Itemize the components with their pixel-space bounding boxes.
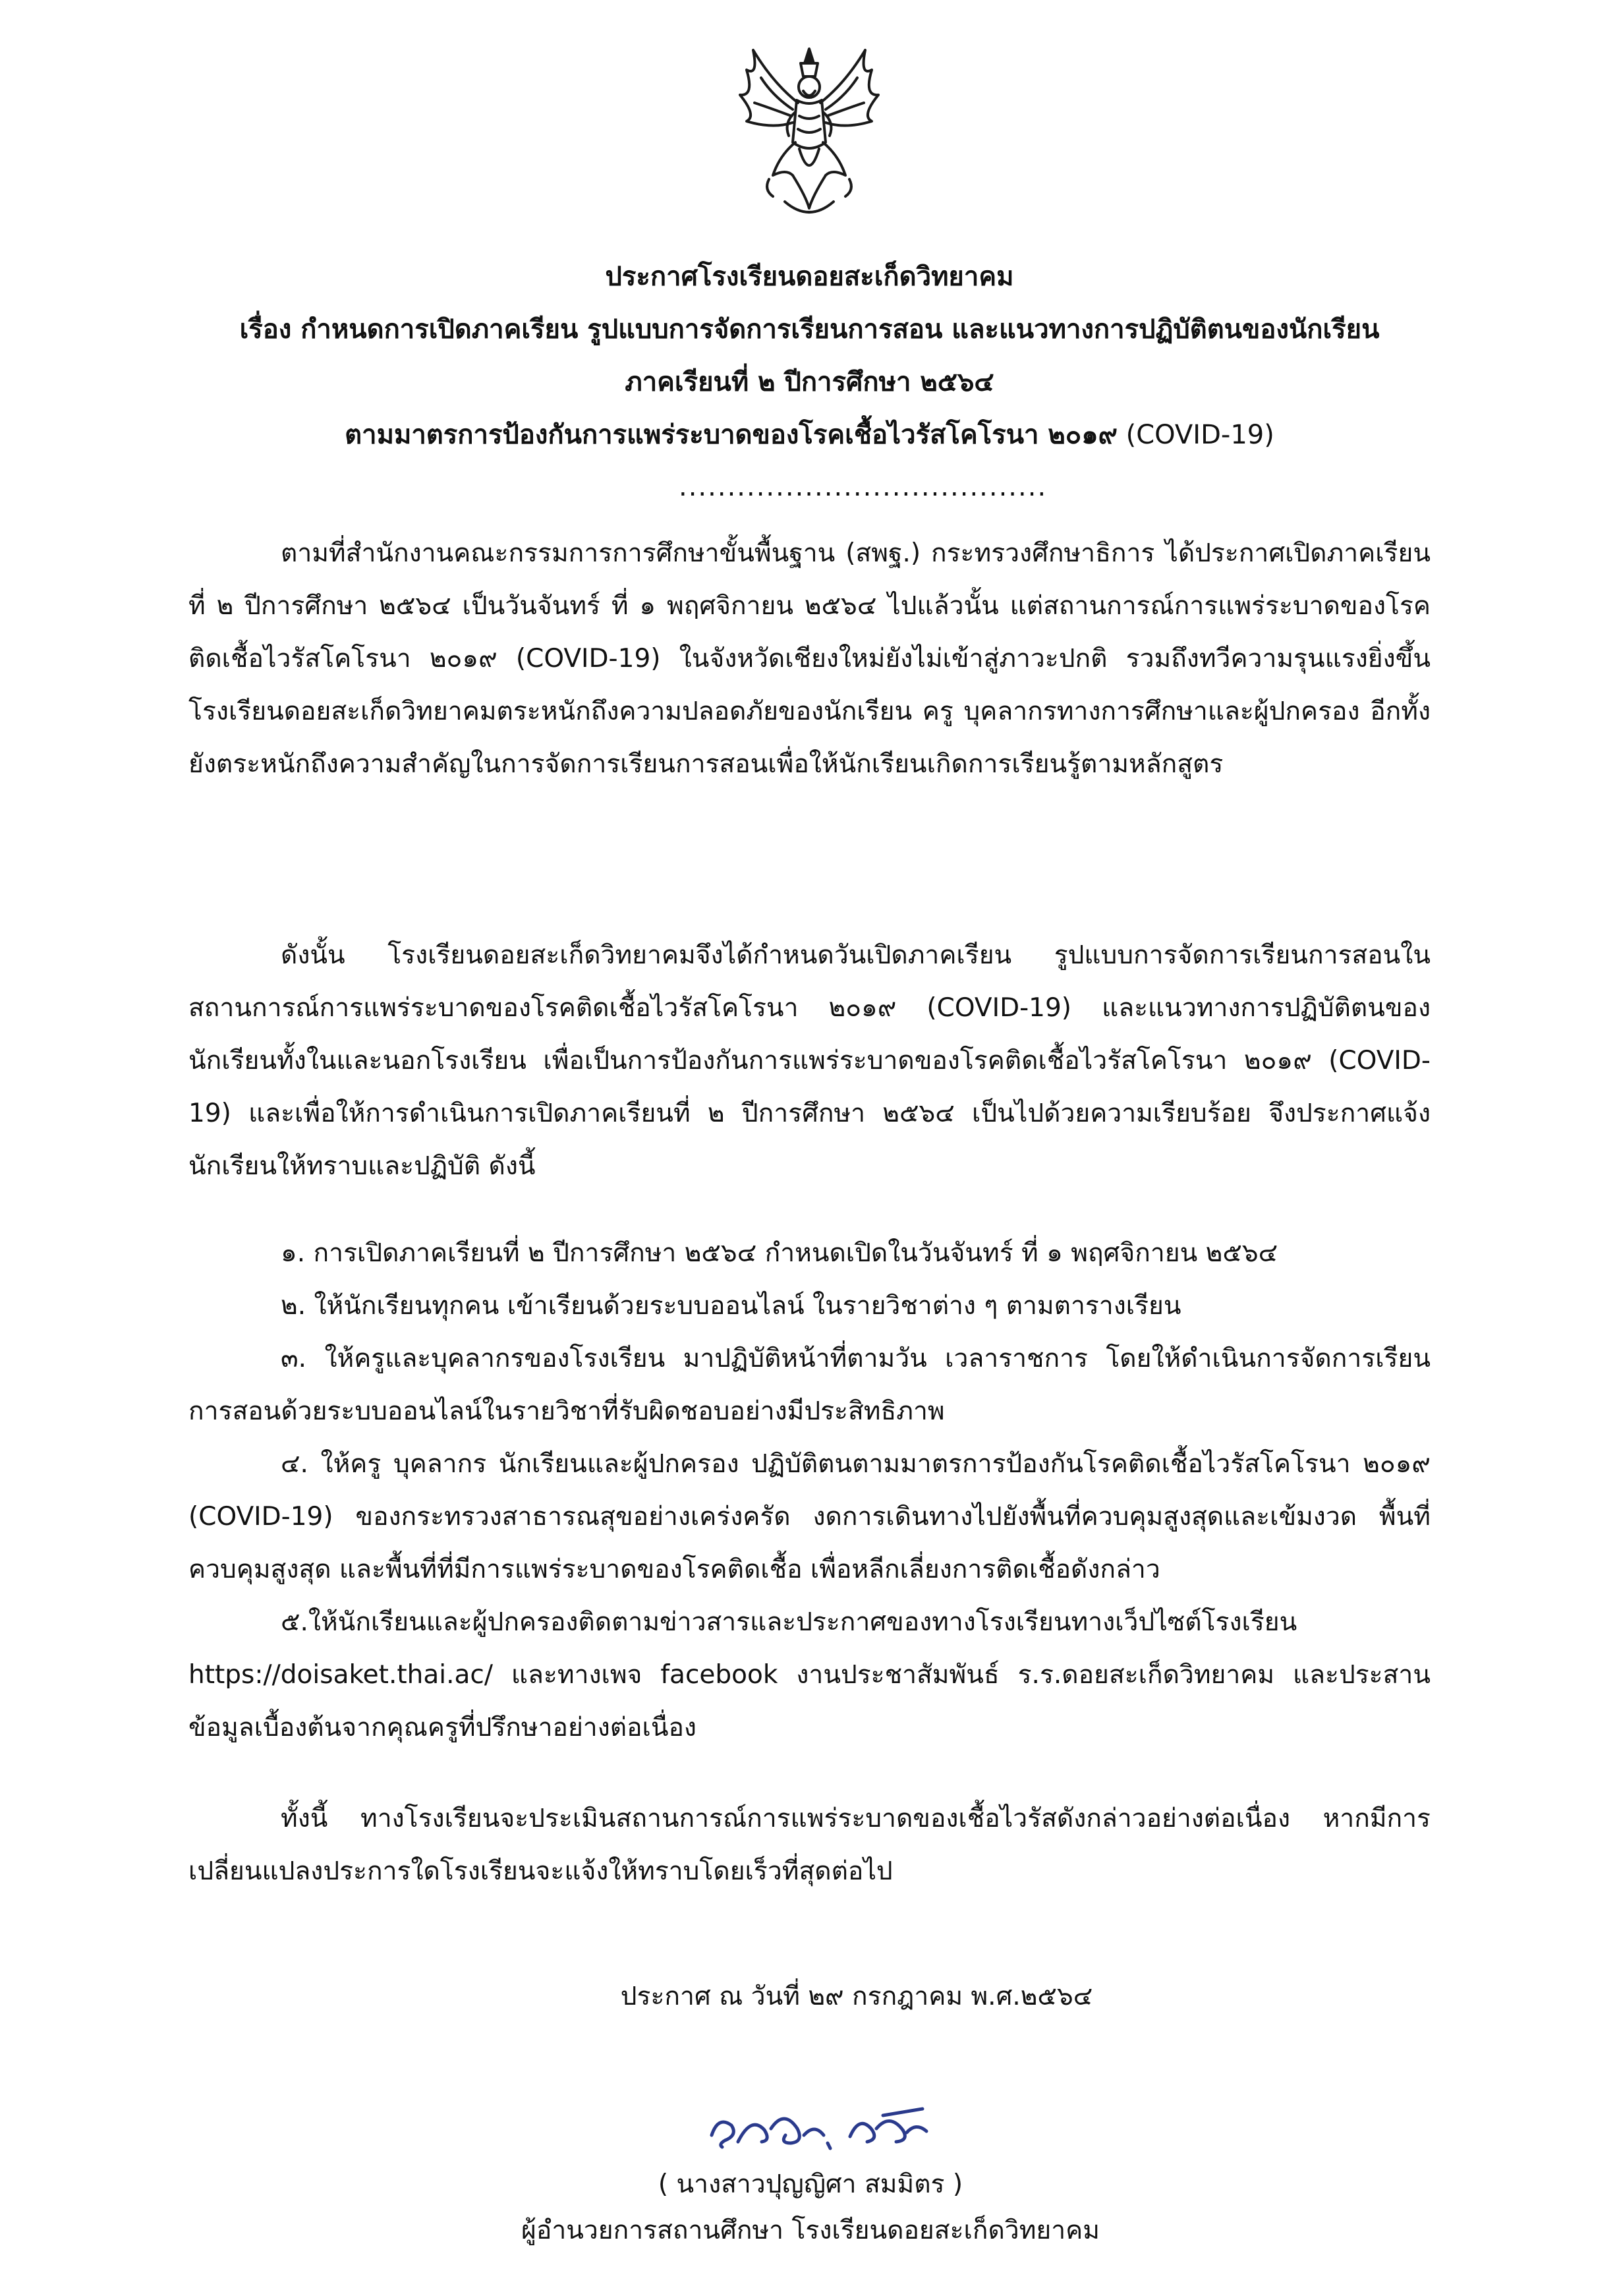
list-item: ๑. การเปิดภาคเรียนที่ ๒ ปีการศึกษา ๒๕๖๔ กำหนดเปิดในวันจันทร์ ที่ ๑ พฤศจิกายน ๒๕๖๔ xyxy=(281,1238,1278,1268)
announcement-title: ประกาศโรงเรียนดอยสะเก็ดวิทยาคม xyxy=(605,262,1014,292)
announcement-term: ภาคเรียนที่ ๒ ปีการศึกษา ๒๕๖๔ xyxy=(625,367,994,397)
therefore-paragraph-block xyxy=(188,929,1431,1193)
announcement-heading xyxy=(105,250,1514,461)
announcement-date: ประกาศ ณ วันที่ ๒๙ กรกฎาคม พ.ศ.๒๕๖๔ xyxy=(620,1982,1093,2011)
list-item: ๓. ให้ครูและบุคลากรของโรงเรียน มาปฏิบัติหน้าที่ตามวัน เวลาราชการ โดยให้ดำเนินการจัดการเรียนการสอนด้วยระบบออนไลน์ในรายวิชาที่รับผิดชอบอย่างมีประสิทธิภาพ xyxy=(188,1344,1431,1426)
intro-paragraph: ตามที่สำนักงานคณะกรรมการการศึกษาขั้นพื้นฐาน (สพฐ.) กระทรวงศึกษาธิการ ได้ประกาศเปิดภาคเรียนที่ ๒ ปีการศึกษา ๒๕๖๔ เป็นวันจันทร์ ที่ ๑ พฤศจิกายน ๒๕๖๔ ไปแล้วนั้น แต่สถานการณ์การแพร่ระบาดของโรคติดเชื้อไวรัสโคโรนา ๒๐๑๙ (COVID-19) ในจังหวัดเชียงใหม่ยังไม่เข้าสู่ภาวะปกติ รวมถึงทวีความรุนแรงยิ่งขึ้น โรงเรียนดอยสะเก็ดวิทยาคมตระหนักถึงความปลอดภัยของนักเรียน ครู บุคลากรทางการศึกษาและผู้ปกครอง อีกทั้งยังตระหนักถึงความสำคัญในการจัดการเรียนการสอนเพื่อให้นักเรียนเกิดการเรียนรู้ตามหลักสูตร xyxy=(188,538,1431,779)
list-item: ๒. ให้นักเรียนทุกคน เข้าเรียนด้วยระบบออนไลน์ ในรายวิชาต่าง ๆ ตามตารางเรียน xyxy=(281,1291,1181,1321)
signatory-title: ผู้อำนวยการสถานศึกษา โรงเรียนดอยสะเก็ดวิทยาคม xyxy=(521,2216,1100,2245)
intro-paragraph-block xyxy=(188,527,1431,791)
announcement-subject: เรื่อง กำหนดการเปิดภาคเรียน รูปแบบการจัดการเรียนการสอน และแนวทางการปฏิบัติตนของนักเรียน xyxy=(239,314,1380,345)
closing-paragraph: ทั้งนี้ ทางโรงเรียนจะประเมินสถานการณ์การแพร่ระบาดของเชื้อไวรัสดังกล่าวอย่างต่อเนื่อง หากมีการเปลี่ยนแปลงประการใดโรงเรียนจะแจ้งให้ทราบโดยเร็วที่สุดต่อไป xyxy=(188,1804,1431,1886)
measure-suffix: (COVID-19) xyxy=(1117,420,1274,450)
list-item: ๕.ให้นักเรียนและผู้ปกครองติดตามข่าวสารและประกาศของทางโรงเรียนทางเว็ปไซต์โรงเรียน https://doisaket.thai.ac/ และทางเพจ facebook งานประชาสัมพันธ์ ร.ร.ดอยสะเก็ดวิทยาคม และประสานข้อมูลเบื้องต้นจากคุณครูที่ปรึกษาอย่างต่อเนื่อง xyxy=(188,1607,1431,1742)
garuda-emblem-icon xyxy=(727,43,892,228)
therefore-paragraph: ดังนั้น โรงเรียนดอยสะเก็ดวิทยาคมจึงได้กำหนดวันเปิดภาคเรียน รูปแบบการจัดการเรียนการสอนในสถานการณ์การแพร่ระบาดของโรคติดเชื้อไวรัสโคโรนา ๒๐๑๙ (COVID-19) และแนวทางการปฏิบัติตนของนักเรียนทั้งในและนอกโรงเรียน เพื่อเป็นการป้องกันการแพร่ระบาดของโรคติดเชื้อไวรัสโคโรนา ๒๐๑๙ (COVID-19) และเพื่อให้การดำเนินการเปิดภาคเรียนที่ ๒ ปีการศึกษา ๒๕๖๔ เป็นไปด้วยความเรียบร้อย จึงประกาศแจ้งนักเรียนให้ทราบและปฏิบัติ ดังนี้ xyxy=(188,940,1431,1181)
directive-list xyxy=(188,1227,1431,1754)
signatory-name: ( นางสาวปุญญิศา สมมิตร ) xyxy=(658,2169,963,2199)
list-item: ๔. ให้ครู บุคลากร นักเรียนและผู้ปกครอง ปฏิบัติตนตามมาตรการป้องกันโรคติดเชื้อไวรัสโคโรนา ๒๐๑๙ (COVID-19) ของกระทรวงสาธารณสุขอย่างเคร่งครัด งดการเดินทางไปยังพื้นที่ควบคุมสูงสุดและเข้มงวด พื้นที่ควบคุมสูงสุด และพื้นที่ที่มีการแพร่ระบาดของโรคติดเชื้อ เพื่อหลีกเลี่ยงการติดเชื้อดังกล่าว xyxy=(188,1449,1431,1584)
announcement-measure xyxy=(105,409,1514,461)
handwritten-signature-icon xyxy=(698,2089,949,2162)
closing-paragraph-block xyxy=(188,1793,1431,1898)
heading-separator: ...................................... xyxy=(679,472,1048,502)
measure-text: ตามมาตรการป้องกันการแพร่ระบาดของโรคเชื้อไวรัสโคโรนา ๒๐๑๙ xyxy=(345,420,1118,450)
